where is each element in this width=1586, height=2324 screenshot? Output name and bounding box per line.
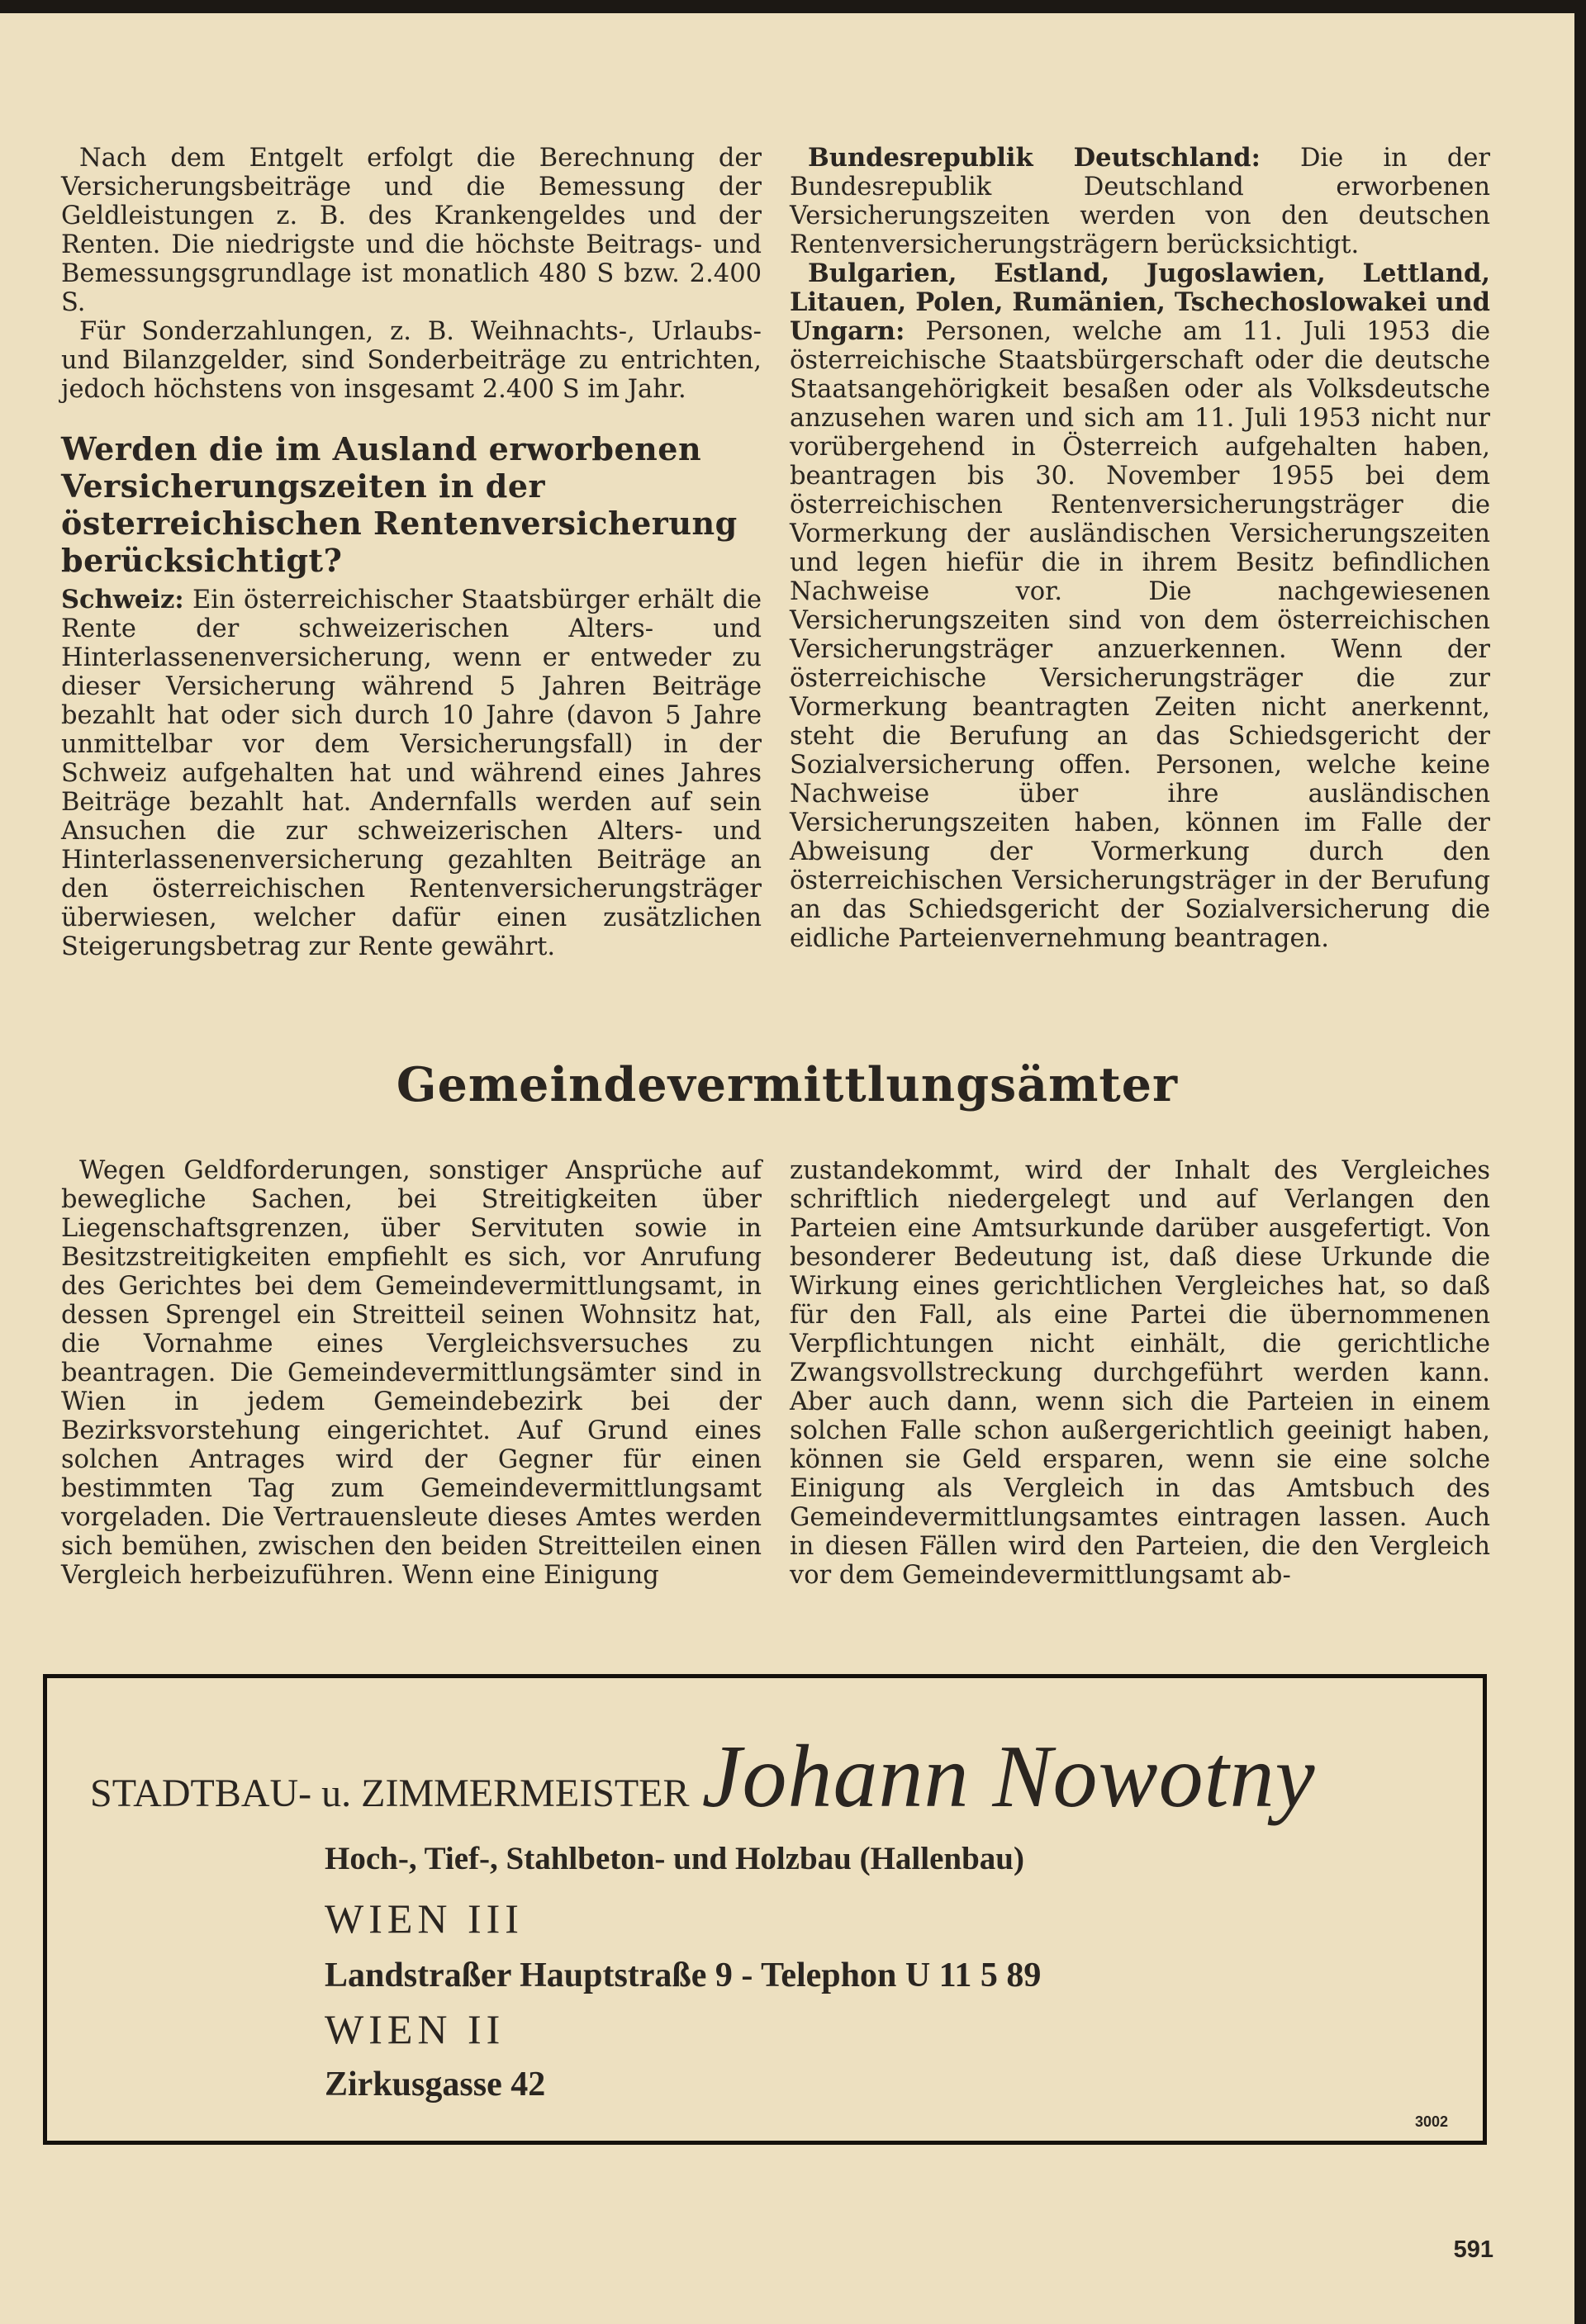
page-number: 591 — [1453, 2236, 1493, 2263]
lead-schweiz: Schweiz: — [61, 585, 184, 614]
ad-trade: STADTBAU- u. ZIMMERMEISTER — [90, 1771, 690, 1815]
paragraph-contributions: Nach dem Entgelt erfolgt die Berechnung der Versicherungsbeiträge und die Bemessung der Geldleistungen z. B. des Krankengeldes und der Renten. Die niedrigste und die höchste Beitrags- und Bemessungsgrundlage ist monatlich 480 S bzw. 2.400 S. — [61, 144, 762, 317]
ad-city-1: WIEN III — [325, 1895, 524, 1942]
subheading-foreign-insurance: Werden die im Ausland erworbenen Versicherungszeiten in der österreichischen Rentenversicherung berücksichtigt? — [61, 430, 738, 579]
ad-header-line — [90, 1726, 1316, 1828]
column-left-top — [61, 144, 762, 961]
column-right-top — [790, 144, 1490, 953]
document-page — [0, 13, 1574, 2324]
column-right-section — [790, 1156, 1490, 1590]
paragraph-special-payments: Für Sonderzahlungen, z. B. Weihnachts-, Urlaubs- und Bilanzgelder, sind Sonderbeiträge zu entrichten, jedoch höchstens von insgesamt 2.400 S im Jahr. — [61, 317, 762, 404]
text-east-countries: Personen, welche am 11. Juli 1953 die österreichische Staatsbürgerschaft oder die deutsche Staatsangehörigkeit besaßen oder als Volksdeutsche anzusehen waren und sich am 11. Juli 1953 nicht nur vorübergehend in Österreich aufgehalten haben, beantragen bis 30. November 1955 bei dem österreichischen Rentenversicherungsträger die Vormerkung der ausländischen Versicherungszeiten und legen hiefür die in ihrem Besitz befindlichen Nachweise vor. Die nachgewiesenen Versicherungszeiten sind von dem österreichischen Versicherungsträger anzuerkennen. Wenn der österreichische Versicherungsträger die zur Vormerkung beantragten Zeiten nicht anerkennt, steht die Berufung an das Schiedsgericht der Sozialversicherung offen. Personen, welche keine Nachweise über ihre ausländischen Versicherungszeiten haben, können im Falle der Abweisung der Vormerkung durch den österreichischen Versicherungsträger in der Berufung an das Schiedsgericht der Sozialversicherung die eidliche Parteienvernehmung beantragen. — [790, 317, 1490, 953]
ad-address-1: Landstraßer Hauptstraße 9 - Telephon U 11 5 89 — [325, 1956, 1042, 1994]
text-schweiz: Ein österreichischer Staatsbürger erhält die Rente der schweizerischen Alters- und Hinterlassenenversicherung, wenn er entweder zu dieser Versicherung während 5 Jahren Beiträge bezahlt hat oder sich durch 10 Jahre (davon 5 Jahre unmittelbar vor dem Versicherungsfall) in der Schweiz aufgehalten hat und während eines Jahres Beiträge bezahlt hat. Andernfalls werden auf sein Ansuchen die zur schweizerischen Alters- und Hinterlassenenversicherung gezahlten Beiträge an den österreichischen Rentenversicherungsträger überwiesen, welcher dafür einen zusätzlichen Steigerungsbetrag zur Rente gewährt. — [61, 586, 762, 961]
ad-company-name: Johann Nowotny — [701, 1728, 1316, 1826]
lead-brd: Bundesrepublik Deutschland: — [808, 143, 1261, 173]
ad-city-2: WIEN II — [325, 2006, 506, 2052]
ad-address-2: Zirkusgasse 42 — [325, 2066, 546, 2103]
paragraph-section-left: Wegen Geldforderungen, sonstiger Ansprüche auf bewegliche Sachen, bei Streitigkeiten über Liegenschaftsgrenzen, über Servituten sowie in Besitzstreitigkeiten empfiehlt es sich, vor Anrufung des Gerichtes bei dem Gemeindevermittlungsamt, in dessen Sprengel ein Streitteil seinen Wohnsitz hat, die Vornahme eines Vergleichsversuches zu beantragen. Die Gemeindevermittlungsämter sind in Wien in jedem Gemeindebezirk bei der Bezirksvorstehung eingerichtet. Auf Grund eines solchen Antrages wird der Gegner für einen bestimmten Tag zum Gemeindevermittlungsamt vorgeladen. Die Vertrauensleute dieses Amtes werden sich bemühen, zwischen den beiden Streitteilen einen Vergleich herbeizuführen. Wenn eine Einigung — [61, 1156, 762, 1590]
paragraph-schweiz — [61, 586, 762, 961]
paragraph-east-countries — [790, 259, 1490, 953]
text-brd: Die in der Bundesrepublik Deutschland erworbenen Versicherungszeiten werden von den deutschen Rentenversicherungsträgern berücksichtigt. — [790, 144, 1490, 259]
section-title: Gemeindevermittlungsämter — [396, 1057, 1179, 1112]
column-left-section — [61, 1156, 762, 1590]
paragraph-brd — [790, 144, 1490, 259]
paragraph-section-right: zustandekommt, wird der Inhalt des Vergleiches schriftlich niedergelegt und auf Verlangen den Parteien eine Amtsurkunde darüber ausgefertigt. Von besonderer Bedeutung ist, daß diese Urkunde die Wirkung eines gerichtlichen Vergleiches hat, so daß für den Fall, als eine Partei die übernommenen Verpflichtungen nicht einhält, die gerichtliche Zwangsvollstreckung durchgeführt werden kann. Aber auch dann, wenn sich die Parteien in einem solchen Falle schon außergerichtlich geeinigt haben, können sie Geld ersparen, wenn sie eine solche Einigung als Vergleich in das Amtsbuch des Gemeindevermittlungsamtes eintragen lassen. Auch in diesen Fällen wird den Parteien, die den Vergleich vor dem Gemeindevermittlungsamt ab- — [790, 1156, 1490, 1590]
ad-subtitle: Hoch-, Tief-, Stahlbeton- und Holzbau (Hallenbau) — [325, 1841, 1024, 1876]
ad-code: 3002 — [1414, 2113, 1448, 2130]
advertisement-box — [43, 1674, 1487, 2145]
lead-east-countries: Bulgarien, Estland, Jugoslawien, Lettland, Litauen, Polen, Rumänien, Tschechoslowakei und Ungarn: — [790, 258, 1490, 346]
